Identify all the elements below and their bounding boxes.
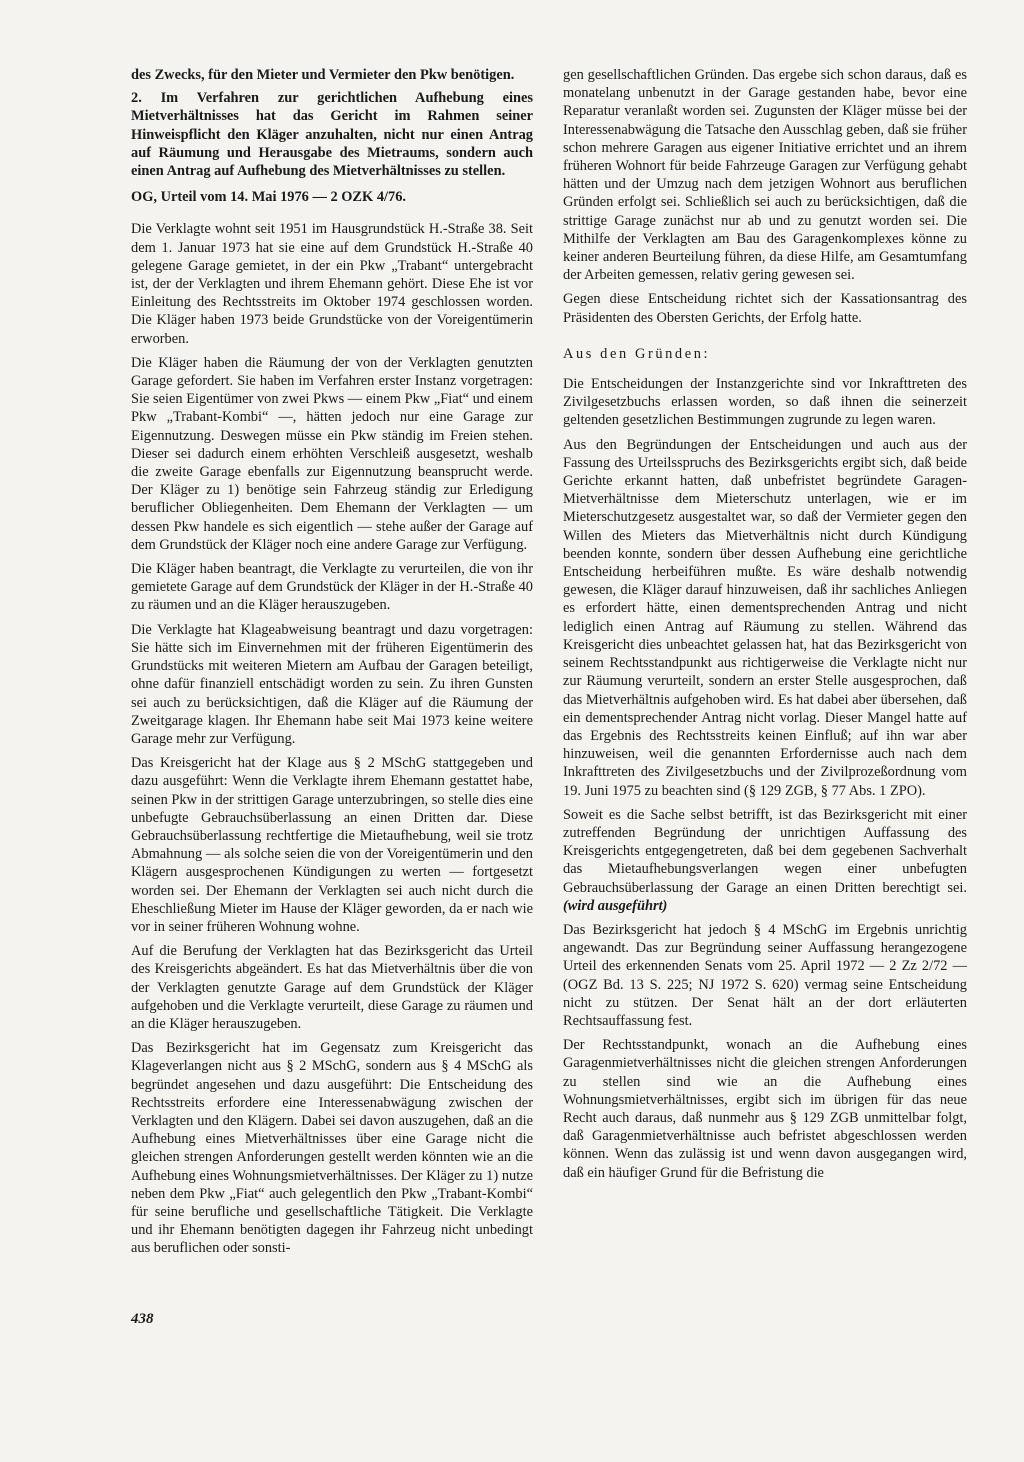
headnote-continuation: des Zwecks, für den Mieter und Vermieter den Pkw benötigen. bbox=[131, 67, 515, 83]
page-number: 438 bbox=[131, 1311, 154, 1327]
paragraph: Die Kläger haben die Räumung der von der Verklagten genutzten Garage gefordert. Sie haben im Verfahren erster Instanz vorgetragen: Sie seien Eigentümer von zwei Pkws — einem Pkw „Fiat“ und einem Pkw „Trabant-Kombi“ —, hätten jedoch nur eine Garage zur Eigennutzung. Deswegen müsse ein Pkw ständig im Freien stehen. Dieser sei dadurch einem erhöhten Verschleiß ausgesetzt, weshalb die zweite Garage ebenfalls zur Eigennutzung beansprucht werde. Der Kläger zu 1) benötige sein Fahrzeug ständig zur Erledigung beruflicher Obliegenheiten. Dem Ehemann der Verklagten — um dessen Pkw handele es sich eigentlich — stehe außer der Garage auf dem Grundstück der Kläger noch eine andere Garage zur Verfügung. bbox=[131, 354, 533, 553]
paragraph: Die Verklagte hat Klageabweisung beantragt und dazu vorgetragen: Sie hätte sich im Einvernehmen mit der früheren Eigentümerin des Grundstücks mit weiteren Mietern am Aufbau der Garagen beteiligt, ohne dafür finanziell entschädigt worden zu sein. Zu ihren Gunsten sei auch zu berücksichtigen, daß die Kläger auf die Räumung der Zweitgarage klagen. Ihr Ehemann habe seit Mai 1973 keine weitere Garage mehr zur Verfügung. bbox=[131, 621, 533, 747]
paragraph: Die Kläger haben beantragt, die Verklagte zu verurteilen, die von ihr gemietete Garage auf dem Grundstück der Kläger in der H.-Straße 40 zu räumen und an die Kläger herauszugeben. bbox=[131, 561, 533, 614]
paragraph: Die Verklagte wohnt seit 1951 im Hausgrundstück H.-Straße 38. Seit dem 1. Januar 1973 hat sie eine auf dem Grundstück H.-Straße 40 gelegene Garage gemietet, in der ein Pkw „Trabant“ untergebracht ist, der der Verklagten und ihrem Ehemann gehört. Diese Ehe ist vor Einleitung des Rechtsstreits im Oktober 1974 geschlossen worden. Die Kläger haben 1973 beide Grundstücke von der Voreigentümerin erworben. bbox=[131, 221, 533, 347]
headnotes bbox=[131, 66, 533, 180]
paragraph: gen gesellschaftlichen Gründen. Das ergebe sich schon daraus, daß es monatelang unbenutzt in der Garage gestanden habe, bevor eine Reparatur veranlaßt worden sei. Zugunsten der Kläger müsse bei der Interessenabwägung die Tatsache den Ausschlag geben, daß sie früher schon mehrere Garagen aus eigener Initiative errichtet und an ihrem früheren Wohnort für beide Fahrzeuge Garagen zur Verfügung gehabt hätten und der Umzug nach dem jetzigen Wohnort aus beruflichen Gründen erfolgt sei. Schließlich sei auch zu berücksichtigen, daß die strittige Garage zunächst nur ab und zu genutzt worden sei. Die Mithilfe der Verklagten am Bau des Garagenkomplexes könne zu keiner anderen Beurteilung führen, da diese Hilfe, am Gesamtumfang der Arbeiten gemessen, relativ gering gewesen sei. bbox=[563, 67, 967, 284]
court-citation: OG, Urteil vom 14. Mai 1976 — 2 OZK 4/76. bbox=[131, 189, 406, 206]
left-column bbox=[131, 66, 533, 1264]
paragraph: Aus den Begründungen der Entscheidungen und auch aus der Fassung des Urteilsspruchs des Bezirksgerichts ergibt sich, daß beide Gerichte erkannt hatten, daß unbefristet begründete Garagen-Mietverhältnisse dem Mieterschutz unterlagen, wie er im Mieterschutzgesetz ausgestaltet war, so daß der Vermieter gegen den Willen des Mieters das Mietverhältnis nicht durch Kündigung beenden konnte, sondern über dessen Aufhebung eine gerichtliche Entscheidung herbeiführen mußte. Es wäre deshalb notwendig gewesen, die Kläger darauf hinzuweisen, daß ihr sachliches Anliegen es erfordert hätte, einen dementsprechenden Antrag und nicht lediglich einen Antrag auf Räumung zu stellen. Während das Kreisgericht dies unbeachtet gelassen hat, hat das Bezirksgericht von seinem Rechtsstandpunkt aus richtigerweise die Verklagte nicht nur zur Räumung verurteilt, sondern an erster Stelle ausgesprochen, daß das Mietverhältnis aufgehoben wird. Es hat dabei aber übersehen, daß ein dementsprechender Antrag nicht vorlag. Dieser Mangel hatte auf das Ergebnis des Rechtsstreits keinen Einfluß; auf ihn war aber hinzuweisen, weil die genannten Erfordernisse auch nach dem Inkrafttreten des Zivilgesetzbuchs und der Zivilprozeßordnung vom 19. Juni 1975 zu beachten sind (§ 129 ZGB, § 77 Abs. 1 ZPO). bbox=[563, 436, 967, 799]
paragraph: Die Entscheidungen der Instanzgerichte sind vor Inkrafttreten des Zivilgesetzbuchs erlassen worden, so daß ihnen die seinerzeit geltenden gesetzlichen Bestimmungen zugrunde zu legen waren. bbox=[563, 376, 967, 429]
paragraph: Das Bezirksgericht hat im Gegensatz zum Kreisgericht das Klageverlangen nicht aus § 2 MSchG, sondern aus § 4 MSchG als begründet angesehen und dazu ausgeführt: Die Entscheidung des Rechtsstreits erfordere eine Interessenabwägung zwischen der Verklagten und den Klägern. Dabei sei davon auszugehen, daß an die Aufhebung eines Mietverhältnisses über eine Garage nicht die gleichen strengen Anforderungen gestellt werden könnten wie an die Aufhebung eines Wohnungsmietverhältnisses. Der Kläger zu 1) nutze neben dem Pkw „Fiat“ auch gelegentlich den Pkw „Trabant-Kombi“ für seine berufliche und gesellschaftliche Tätigkeit. Die Verklagte und ihr Ehemann benötigten dagegen ihr Fahrzeug nicht unbedingt aus beruflichen oder sonsti- bbox=[131, 1040, 533, 1257]
right-column bbox=[563, 66, 967, 1188]
paragraph: Das Bezirksgericht hat jedoch § 4 MSchG im Ergebnis unrichtig angewandt. Das zur Begründung seiner Auffassung herangezogene Urteil des erkennenden Senats vom 25. April 1972 — 2 Zz 2/72 — (OGZ Bd. 13 S. 225; NJ 1972 S. 620) vermag seine Entscheidung nicht zu stützen. Der Senat hält an der dort erläuterten Rechtsauffassung fest. bbox=[563, 921, 967, 1029]
paragraph-soweit bbox=[563, 806, 967, 915]
paragraph: Gegen diese Entscheidung richtet sich der Kassationsantrag des Präsidenten des Obersten Gerichts, der Erfolg hatte. bbox=[563, 291, 967, 326]
paragraph: Das Kreisgericht hat der Klage aus § 2 MSchG stattgegeben und dazu ausgeführt: Wenn die Verklagte ihrem Ehemann gestattet habe, seinen Pkw in der strittigen Garage unterzubringen, so stelle dies eine unbefugte Gebrauchsüberlassung an einen Dritten dar. Diese Gebrauchsüberlassung rechtfertige die Mietaufhebung, weil sie trotz Abmahnung — als solche seien die von der Voreigentümerin und den Klägern ausgesprochenen Kündigungen zu werten — fortgesetzt worden sei. Der Ehemann der Verklagten sei auch nicht durch die Eheschließung Mieter im Hause der Kläger geworden, da er nach wie vor in seiner früheren Wohnung wohne. bbox=[131, 755, 533, 935]
paragraph: Auf die Berufung der Verklagten hat das Bezirksgericht das Urteil des Kreisgerichts abgeändert. Es hat das Mietverhältnis über die von der Verklagten genutzte Garage auf dem Grundstück der Kläger aufgehoben und die Verklagte verurteilt, diese Garage zu räumen und an die Kläger herauszugeben. bbox=[131, 943, 533, 1032]
paragraph: Der Rechtsstandpunkt, wonach an die Aufhebung eines Garagenmietverhältnisses nicht die gleichen strengen Anforderungen zu stellen sind wie an die Aufhebung eines Wohnungsmietverhältnisses, ergibt sich im übrigen für das neue Recht auch daraus, daß nunmehr aus § 129 ZGB unmittelbar folgt, daß Garagenmietverhältnisse auch befristet abgeschlossen werden können. Wenn das zulässig ist und wenn davon ausgegangen wird, daß ein häufiger Grund für die Befristung die bbox=[563, 1037, 967, 1181]
omission-note: (wird ausgeführt) bbox=[563, 897, 668, 914]
headnote-2: 2. Im Verfahren zur gerichtlichen Aufhebung eines Mietverhältnisses hat das Gericht im Rahmen seiner Hinweispflicht den Kläger anzuhalten, nicht nur einen Antrag auf Räumung und Herausgabe des Mietraums, sondern auch einen Antrag auf Aufhebung des Mietverhältnisses zu stellen. bbox=[131, 90, 533, 180]
reasons-heading: Aus den Gründen: bbox=[563, 345, 711, 362]
paragraph-soweit-text: Soweit es die Sache selbst betrifft, ist das Bezirksgericht mit einer zutreffenden Begründung der unrichtigen Auffassung des Kreisgerichts entgegengetreten, daß bei dem gegebenen Sachverhalt das Mietaufhebungsverlangen wegen einer unbefugten Gebrauchsüberlassung der Garage an einen Dritten berechtigt sei. bbox=[563, 806, 967, 896]
